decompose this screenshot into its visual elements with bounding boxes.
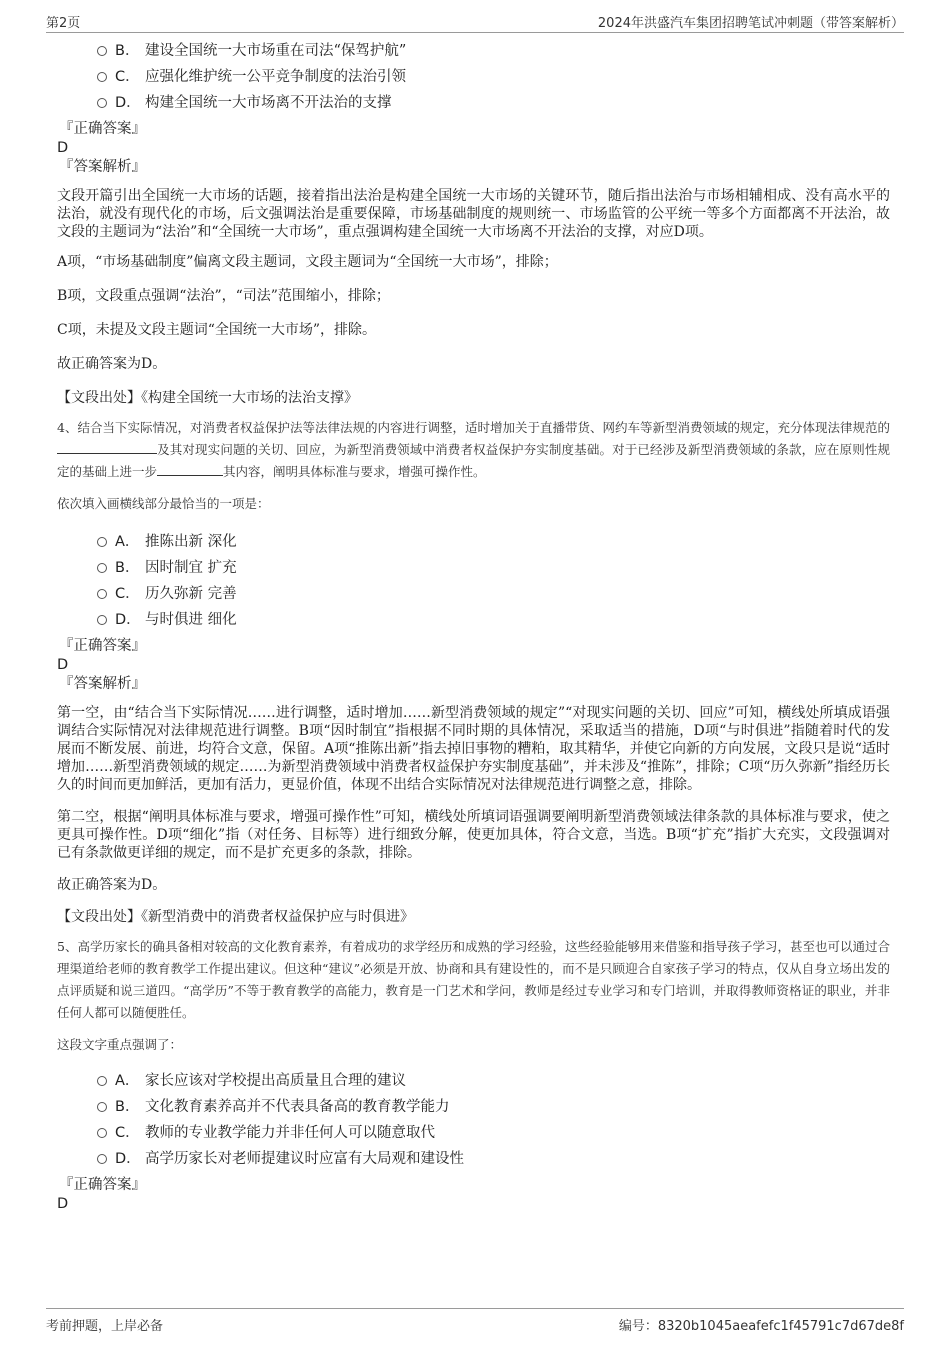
radio-icon[interactable] <box>97 1128 107 1138</box>
q4-source: 【文段出处】《新型消费中的消费者权益保护应与时俱进》 <box>57 909 414 925</box>
q3-option-d[interactable]: D． 构建全国统一大市场离不开法治的支撑 <box>97 88 890 114</box>
radio-icon[interactable] <box>97 1102 107 1112</box>
q3-options <box>57 36 890 114</box>
q4-options <box>57 527 890 631</box>
radio-icon[interactable] <box>97 563 107 573</box>
q3-analysis-b: B项，文段重点强调“法治”，“司法”范围缩小，排除； <box>57 288 390 304</box>
radio-icon[interactable] <box>97 615 107 625</box>
q5-answer: D <box>57 1196 69 1212</box>
q4-option-c[interactable]: C． 历久弥新 完善 <box>97 579 890 605</box>
q4-prompt: 依次填入画横线部分最恰当的一项是： <box>57 496 270 511</box>
analysis-label: 『答案解析』 <box>59 676 146 692</box>
radio-icon[interactable] <box>97 537 107 547</box>
q5-option-d[interactable]: D． 高学历家长对老师提建议时应富有大局观和建设性 <box>97 1144 890 1170</box>
correct-answer-label: 『正确答案』 <box>59 1177 146 1193</box>
q4-option-b[interactable]: B． 因时制宜 扩充 <box>97 553 890 579</box>
q5-option-b[interactable]: B． 文化教育素养高并不代表具备高的教育教学能力 <box>97 1092 890 1118</box>
page-footer <box>46 1308 904 1333</box>
q3-option-b[interactable]: B． 建设全国统一大市场重在司法“保驾护航” <box>97 36 890 62</box>
radio-icon[interactable] <box>97 1154 107 1164</box>
q4-stem: 4、结合当下实际情况，对消费者权益保护法等法律法规的内容进行调整，适时增加关于直播带货、网约车等新型消费领域的规定，充分体现法律规范的及其对现实问题的关切、回应，为新型消费领域中消费者权益保护夯实制度基础。对于已经涉及新型消费领域的条款，应在原则性规定的基础上进一步 其内容，阐明具体标准与要求，增强可操作性。 <box>57 420 890 479</box>
page-number: 第2页 <box>46 16 81 31</box>
q5-prompt: 这段文字重点强调了： <box>57 1037 183 1052</box>
q4-analysis-blank1: 第一空，由“结合当下实际情况……进行调整，适时增加……新型消费领域的规定”“对现实问题的关切、回应”可知，横线处所填成语强调结合实际情况对法律规范进行调整。B项“因时制宜”指根据不同时期的具体情况，采取适当的措施，D项“与时俱进”指随着时代的发展而不断发展、前进，均符合文意，保留。A项“推陈出新”指去掉旧事物的糟粕，取其精华，并使它向新的方向发展，文段只是说“适时增加……新型消费领域的规定……为新型消费领域中消费者权益保护夯实制度基础”，并未涉及“推陈”，排除；C项“历久弥新”指经历长久的时间而更加鲜活，更加有活力，更显价值，体现不出结合实际情况对法律规范进行调整之意，排除。 <box>57 705 890 793</box>
q5-option-c[interactable]: C． 教师的专业教学能力并非任何人可以随意取代 <box>97 1118 890 1144</box>
radio-icon[interactable] <box>97 98 107 108</box>
document-body <box>57 36 890 1214</box>
q4-conclusion: 故正确答案为D。 <box>57 877 167 893</box>
q3-option-c[interactable]: C． 应强化维护统一公平竞争制度的法治引领 <box>97 62 890 88</box>
radio-icon[interactable] <box>97 589 107 599</box>
correct-answer-label: 『正确答案』 <box>59 121 146 137</box>
radio-icon[interactable] <box>97 72 107 82</box>
q5-stem: 5、高学历家长的确具备相对较高的文化教育素养，有着成功的求学经历和成熟的学习经验，这些经验能够用来借鉴和指导孩子学习，甚至也可以通过合理渠道给老师的教育教学工作提出建议。但这种“建议”必须是开放、协商和具有建设性的，而不是只顾迎合自家孩子学习的特点，仅从自身立场出发的点评质疑和说三道四。“高学历”不等于教育教学的高能力，教育是一门艺术和学问，教师是经过专业学习和专门培训，并取得教师资格证的职业，并非任何人都可以随便胜任。 <box>57 939 890 1020</box>
q4-answer: D <box>57 657 69 673</box>
page-header <box>46 10 904 33</box>
q3-source: 【文段出处】《构建全国统一大市场的法治支撑》 <box>57 390 358 406</box>
footer-slogan: 考前押题，上岸必备 <box>46 1319 164 1334</box>
q3-analysis-a: A项，“市场基础制度”偏离文段主题词，文段主题词为“全国统一大市场”，排除； <box>57 254 558 270</box>
q5-options <box>57 1066 890 1170</box>
document-id: 编号：8320b1045aeafefc1f45791c7d67de8f <box>618 1319 904 1334</box>
q5-option-a[interactable]: A． 家长应该对学校提出高质量且合理的建议 <box>97 1066 890 1092</box>
radio-icon[interactable] <box>97 1076 107 1086</box>
q3-analysis-c: C项，未提及文段主题词“全国统一大市场”，排除。 <box>57 322 377 338</box>
q4-blank-2 <box>157 462 223 476</box>
radio-icon[interactable] <box>97 46 107 56</box>
q3-conclusion: 故正确答案为D。 <box>57 356 167 372</box>
correct-answer-label: 『正确答案』 <box>59 638 146 654</box>
q3-answer: D <box>57 140 69 156</box>
q4-option-d[interactable]: D． 与时俱进 细化 <box>97 605 890 631</box>
document-title: 2024年洪盛汽车集团招聘笔试冲刺题（带答案解析） <box>597 16 904 31</box>
q4-option-a[interactable]: A． 推陈出新 深化 <box>97 527 890 553</box>
analysis-label: 『答案解析』 <box>59 159 146 175</box>
q3-analysis-main: 文段开篇引出全国统一大市场的话题，接着指出法治是构建全国统一大市场的关键环节，随后指出法治与市场相辅相成、没有高水平的法治，就没有现代化的市场，后文强调法治是重要保障，市场基础制度的规则统一、市场监管的公平统一等多个方面都离不开法治，故文段的主题词为“法治”和“全国统一大市场”，重点强调构建全国统一大市场离不开法治的支撑，对应D项。 <box>57 188 890 240</box>
q4-analysis-blank2: 第二空，根据“阐明具体标准与要求，增强可操作性”可知，横线处所填词语强调要阐明新型消费领域法律条款的具体标准与要求，使之更具可操作性。D项“细化”指（对任务、目标等）进行细致分解，使更加具体，符合文意，当选。B项“扩充”指扩大充实，文段强调对已有条款做更详细的规定，而不是扩充更多的条款，排除。 <box>57 809 890 861</box>
q4-blank-1 <box>57 440 157 454</box>
